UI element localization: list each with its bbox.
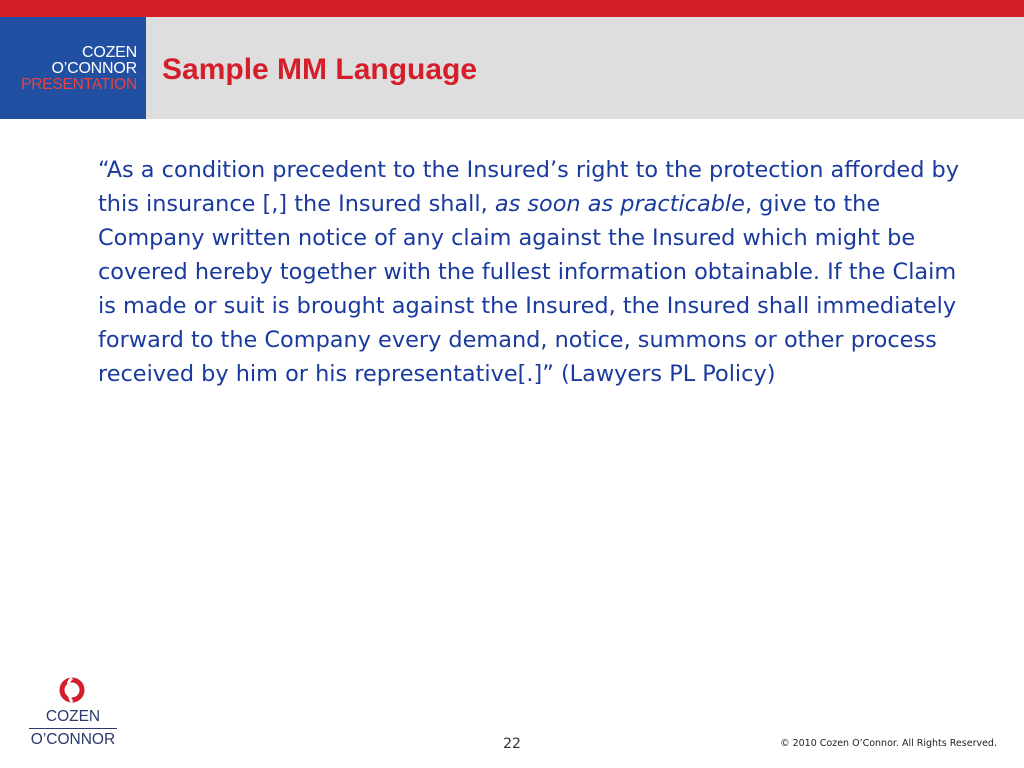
footer-logo-cozen: COZEN [45, 708, 101, 725]
footer-logo-oconnor: O’CONNOR [30, 731, 116, 748]
slide-title: Sample MM Language [162, 53, 478, 86]
logo-line-oconnor: O’CONNOR [51, 60, 137, 77]
quote-text-lead: “As a condition precedent to the Insured’s right to the protection afforded by this insurance [,] the Insured shall, [98, 157, 959, 217]
footer-logo [25, 675, 121, 755]
header-band [0, 17, 1024, 119]
footer-logo-divider [29, 728, 117, 729]
logo-line-cozen: COZEN [81, 44, 137, 61]
top-red-stripe [0, 0, 1024, 17]
brand-logo [0, 17, 146, 119]
page-number: 22 [503, 736, 521, 752]
logo-line-presentation: PRESENTATION [21, 76, 137, 93]
quote-text [98, 153, 978, 391]
flame-logo-icon [57, 675, 87, 705]
quote-text-rest: , give to the Company written notice of any claim against the Insured which might be covered hereby together with the fullest information obtainable. If the Claim is made or suit is brought against the Insured, the Insured shall immediately forward to the Company every demand, notice, summons or other process received by him or his representative[.]” (Lawyers PL Policy) [98, 191, 957, 387]
quote-text-emphasis: as soon as practicable [494, 191, 745, 217]
copyright-notice: © 2010 Cozen O’Connor. All Rights Reserved. [780, 738, 997, 749]
